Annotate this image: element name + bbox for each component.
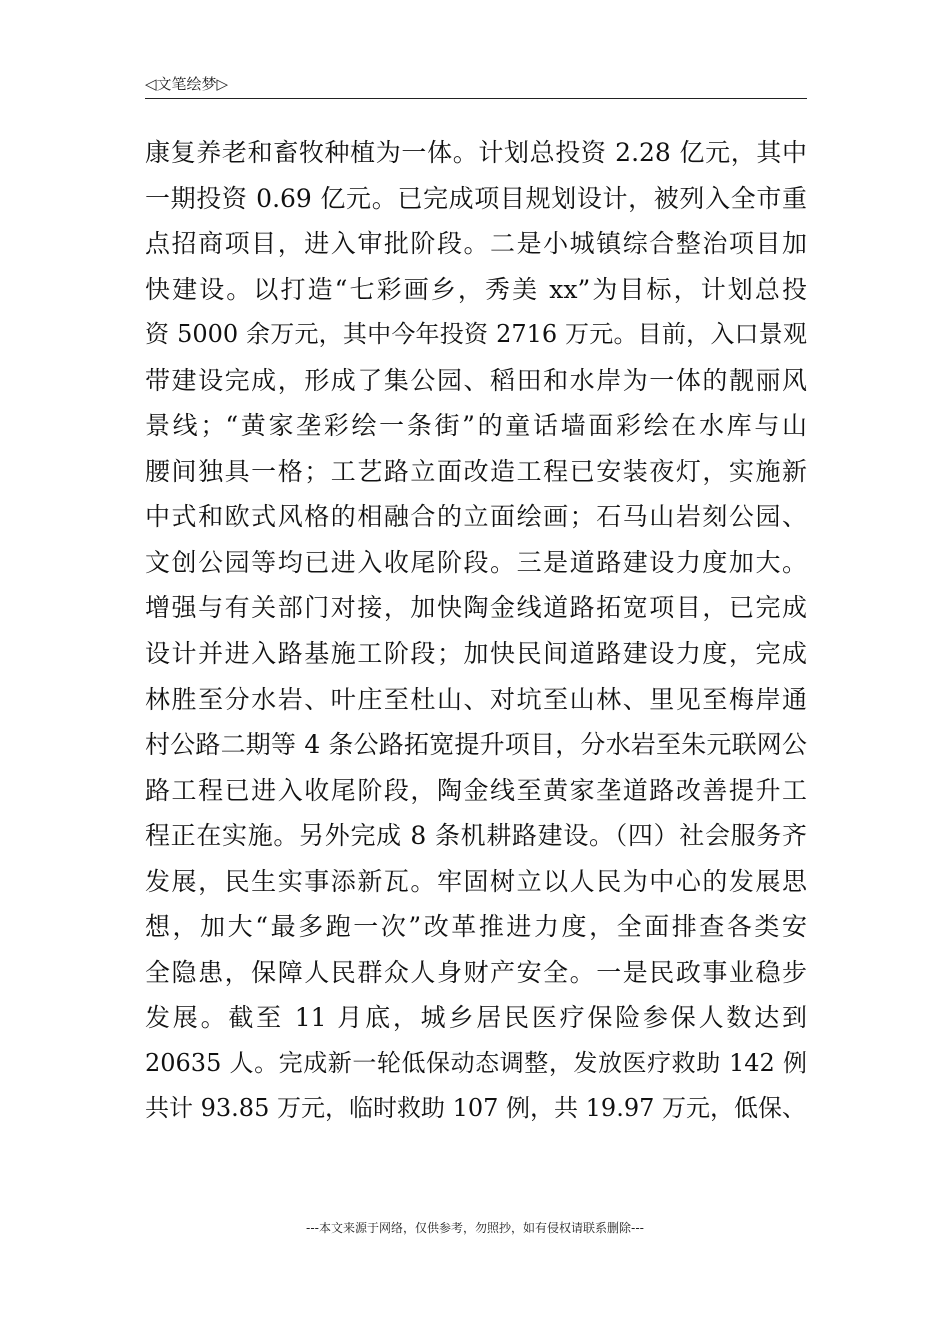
header-label: ◁文笔绘梦▷ (145, 75, 229, 93)
page-header (145, 74, 807, 99)
text-line: 腰间独具一格；工艺路立面改造工程已安装夜灯，实施新 (145, 456, 807, 486)
text-line: 程正在实施。另外完成 8 条机耕路建设。（四）社会服务齐 (145, 821, 807, 851)
text-line: 点招商项目，进入审批阶段。二是小城镇综合整治项目加 (145, 229, 807, 259)
text-line: 林胜至分水岩、叶庄至杜山、对坑至山林、里见至梅岸通 (145, 684, 807, 714)
text-line: 发展，民生实事添新瓦。牢固树立以人民为中心的发展思 (145, 866, 807, 896)
text-line: 中式和欧式风格的相融合的立面绘画；石马山岩刻公园、 (145, 502, 807, 532)
page-footer: ---本文来源于网络，仅供参考，勿照抄，如有侵权请联系删除--- (306, 1221, 644, 1235)
text-line: 资 5000 余万元，其中今年投资 2716 万元。目前，入口景观 (145, 320, 807, 349)
text-line: 一期投资 0.69 亿元。已完成项目规划设计，被列入全市重 (145, 183, 807, 213)
text-line: 设计并进入路基施工阶段；加快民间道路建设力度，完成 (145, 639, 807, 669)
text-line: 想，加大“最多跑一次”改革推进力度，全面排查各类安 (145, 912, 807, 942)
text-line: 带建设完成，形成了集公园、稻田和水岸为一体的靓丽风 (145, 365, 807, 395)
text-line: 康复养老和畜牧种植为一体。计划总投资 2.28 亿元，其中 (145, 138, 807, 167)
text-line: 快建设。以打造“七彩画乡，秀美 xx”为目标，计划总投 (145, 274, 807, 304)
text-line: 景线；“黄家垄彩绘一条街”的童话墙面彩绘在水库与山 (145, 411, 807, 441)
text-line: 共计 93.85 万元，临时救助 107 例，共 19.97 万元，低保、 (145, 1094, 806, 1123)
text-line: 路工程已进入收尾阶段，陶金线至黄家垄道路改善提升工 (145, 775, 807, 805)
text-line: 20635 人。完成新一轮低保动态调整，发放医疗救助 142 例 (145, 1048, 807, 1077)
text-line: 文创公园等均已进入收尾阶段。三是道路建设力度加大。 (145, 547, 807, 577)
document-body (145, 130, 807, 1132)
text-line: 村公路二期等 4 条公路拓宽提升项目，分水岩至朱元联网公 (145, 730, 807, 760)
text-line: 全隐患，保障人民群众人身财产安全。一是民政事业稳步 (145, 957, 807, 987)
text-line: 增强与有关部门对接，加快陶金线道路拓宽项目，已完成 (145, 593, 807, 623)
text-line: 发展。截至 11 月底，城乡居民医疗保险参保人数达到 (145, 1003, 807, 1033)
